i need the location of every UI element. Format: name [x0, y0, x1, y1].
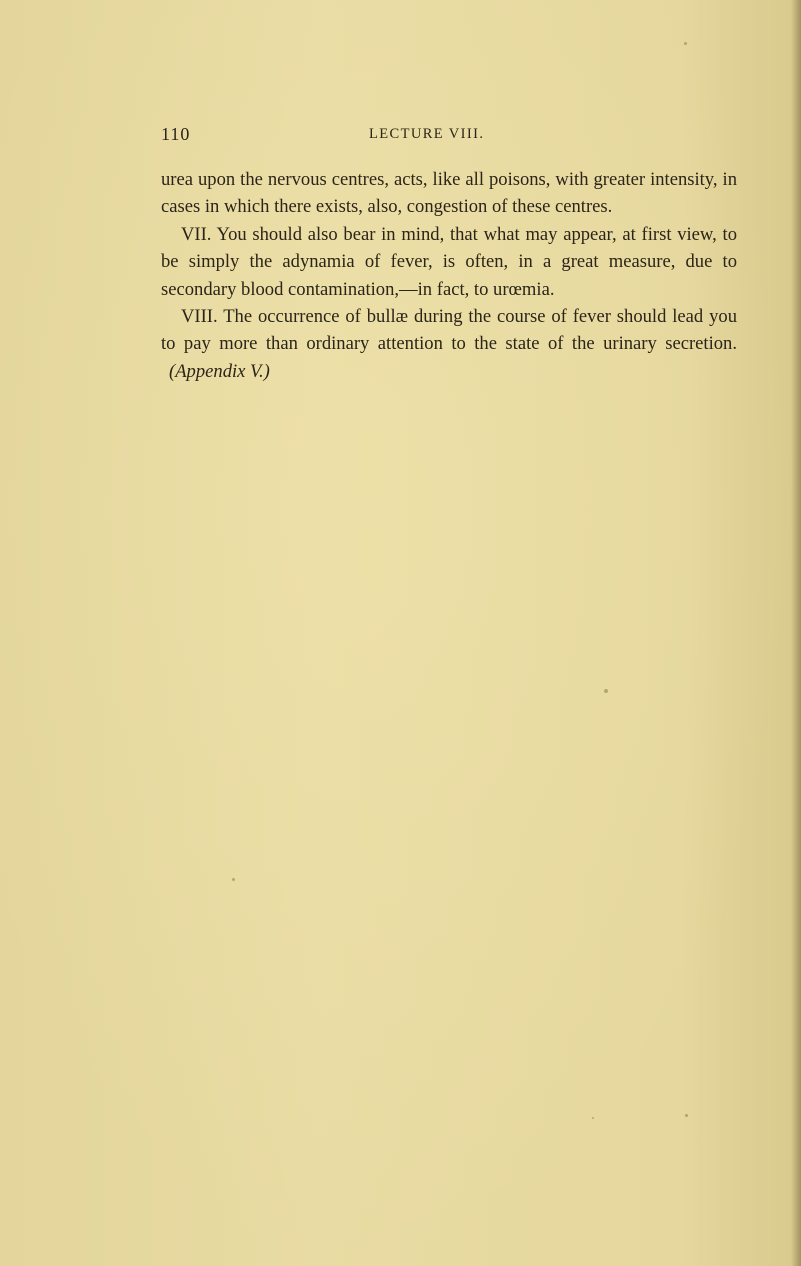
- paper-speck: [232, 878, 235, 881]
- paper-speck: [592, 1117, 594, 1119]
- paragraph-continuation: urea upon the nervous centres, acts, like all poisons, with greater intensity, in cases in which there exists, also, congestion of these centres.: [161, 169, 737, 218]
- body-text: [161, 166, 737, 385]
- appendix-reference: (Appendix V.): [169, 360, 270, 382]
- paper-speck: [685, 1114, 688, 1117]
- paper-speck: [684, 42, 687, 45]
- paragraph-viii: [161, 303, 737, 385]
- running-head: LECTURE VIII.: [369, 126, 485, 142]
- paper-speck: [604, 689, 608, 693]
- paragraph-vii: VII. You should also bear in mind, that what may appear, at first view, to be simply the adynamia of fever, is often, in a great measure, due to secondary blood contamination,—in fact, to urœmia.: [161, 223, 737, 300]
- paragraph-viii-text: VIII. The occurrence of bullæ during the course of fever should lead you to pay more than ordinary attention to the state of the urinary secretion.: [161, 306, 737, 355]
- page-edge-shadow: [791, 0, 801, 1266]
- page-header: [161, 124, 641, 150]
- page-number: 110: [161, 124, 191, 144]
